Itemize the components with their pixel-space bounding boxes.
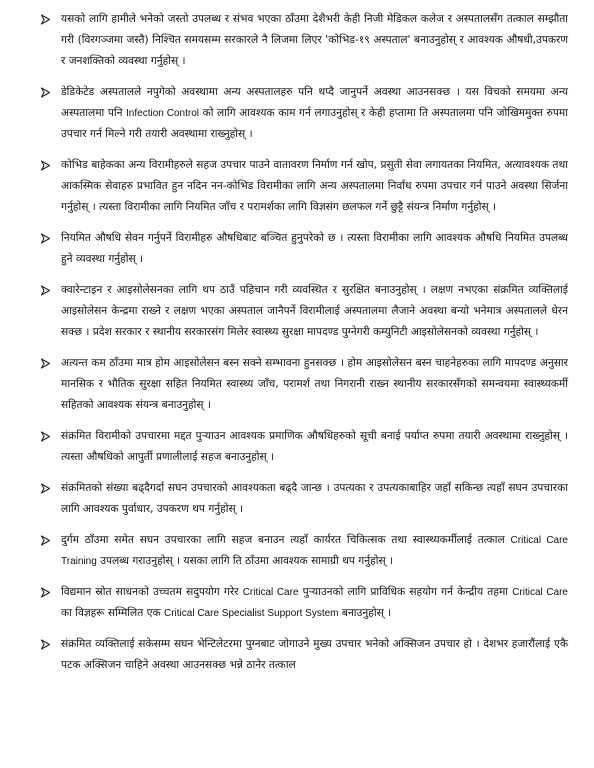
paragraph-text: का विज्ञहरू सम्मिलित एक: [61, 607, 164, 619]
paragraph-text: पुऱ्याउनको लागि प्राविधिक सहयोग गर्न केन्द्रीय तहमा: [298, 586, 513, 598]
arrow-bullet-icon: [40, 535, 52, 547]
paragraph-text: यसको लागि हामीले भनेको जस्तो उपलब्ध र संभव भएका ठाँउमा देशैभरी केही निजी मेडिकल कलेज र अस्पतालसँग तत्काल सम्झौता गरी (विरगञ्जमा जस्तै) निश्चित समयसम्म सरकारले नै लिजमा लिएर 'कोभिड-१९ अस्पताल' बनाउनुहोस् र आवश्यक औषधी,उपकरण र जनशक्तिको व्यवस्था गर्नुहोस् ।: [61, 13, 568, 67]
english-term: Critical Care Specialist Support System: [164, 608, 339, 619]
arrow-bullet-icon: [40, 14, 52, 26]
paragraph-text: संक्रमित विरामीको उपचारमा मद्दत पुर्‍याउन आवश्यक प्रमाणिक औषधिहरुको सूची बनाई पर्याप्त रुपमा तयारी अवस्थामा राख्नुहोस् । त्यस्ता औषधिको आपुर्ती प्रणालीलाई सहज बनाउनुहोस् ।: [61, 430, 568, 463]
paragraph-text: डेडिकेटेड अस्पतालले नपुगेको अवस्थामा अन्य अस्पतालहरु पनि थप्दै जानुपर्ने अवस्था आउनसक्छ । यस विचको समयमा अन्य अस्पतालमा पनि: [61, 86, 568, 119]
list-item: [40, 280, 568, 343]
paragraph-text: बनाउनुहोस् ।: [338, 607, 392, 619]
paragraph-text: अत्यन्त कम ठाँउमा मात्र होम आइसोलेसन बस्न सक्ने सम्भावना हुनसक्छ । होम आइसोलेसन बस्न चाहनेहरुका लागि मापदण्ड अनुसार मानसिक र भौतिक सुरक्षा सहित नियमित स्वास्थ्य जाँच, परामर्श तथा निगरानी राख्न स्थानीय सरकारसँगको समन्वयमा स्वास्थ्यकर्मी सहितको आवश्यक संयन्त्र बनाउनुहोस् ।: [61, 357, 568, 411]
arrow-bullet-icon: [40, 639, 52, 651]
arrow-bullet-icon: [40, 431, 52, 443]
paragraph-text: दुर्गम ठाँउमा समेत सघन उपचारका लागि सहज बनाउन त्यहाँ कार्यरत चिकित्सक तथा स्वास्थ्यकर्मीलाई तत्काल: [61, 534, 511, 546]
paragraph-text: को लागि आवश्यक काम गर्न लगाउनुहोस् र केही हप्तामा ति अस्पतालमा पनि जोखिममुक्त रुपमा उपचार गर्न मिल्ने गरी तयारी अवस्थामा राख्नुहोस् ।: [61, 107, 568, 140]
arrow-bullet-icon: [40, 233, 52, 245]
paragraph-text: क्वारेन्टाइन र आइसोलेसनका लागि थप ठाउँ पहिचान गरी व्यवस्थित र सुरक्षित बनाउनुहोस् । लक्षण नभएका संक्रमित व्यक्तिलाई आइसोलेसन केन्द्रमा राख्ने र लक्षण भएका अस्पताल जानैपर्ने विरामीलाई अस्पतालमा लैजाने अवस्था बन्यो भनेमात्र अस्पतालले धेरन सक्छ । प्रदेश सरकार र स्थानीय सरकारसंग मिलेर स्वास्थ्य सुरक्षा मापदण्ड पुग्नेगरी कम्युनिटी आइसोलेसनको व्यवस्था गर्नुहोस् ।: [61, 284, 568, 338]
paragraph-text: उपलब्ध गराउनुहोस् । यसका लागि ति ठाँउमा आवश्यक सामाग्री थप गर्नुहोस् ।: [96, 555, 394, 567]
paragraph-text: कोभिड बाहेकका अन्य विरामीहरुले सहज उपचार पाउने वातावरण निर्माण गर्न खोप, प्रसुती सेवा लगायतका नियमित, अत्यावश्यक तथा आकस्मिक सेवाहरु प्रभावित हुन नदिन नन-कोभिड विरामीका लागि अन्य अस्पतालमा निर्वाध रुपमा उपचार गर्न पाउने अवस्था सिर्जना गर्नुहोस् । त्यस्ता विरामीका लागि नियमित जाँच र परामर्शका लागि विज्ञसंग छलफल गर्ने छुट्टै संयन्त्र निर्माण गर्नुहोस् ।: [61, 159, 568, 213]
list-item: [40, 155, 568, 218]
list-item: [40, 582, 568, 624]
arrow-bullet-icon: [40, 160, 52, 172]
english-term: Infection Control: [126, 108, 200, 119]
list-item: [40, 9, 568, 72]
arrow-bullet-icon: [40, 285, 52, 297]
list-item: [40, 530, 568, 572]
english-term: Critical Care Training: [61, 535, 568, 567]
list-item: [40, 82, 568, 145]
list-item: [40, 634, 568, 676]
english-term: Critical Care: [242, 587, 299, 598]
english-term: Critical Care: [512, 587, 568, 598]
bullet-list: [40, 9, 568, 676]
list-item: [40, 353, 568, 416]
arrow-bullet-icon: [40, 358, 52, 370]
arrow-bullet-icon: [40, 483, 52, 495]
list-item: [40, 478, 568, 520]
paragraph-text: संक्रमितको संख्या बढ्दैगर्दा सघन उपचारको आवश्यकता बढ्दै जान्छ । उपत्यका र उपत्यकाबाहिर जहाँ सकिन्छ त्यहाँ सघन उपचारका लागि आवश्यक पुर्वाधार, उपकरण थप गर्नुहोस् ।: [61, 482, 568, 515]
arrow-bullet-icon: [40, 587, 52, 599]
paragraph-text: संक्रमित व्यक्तिलाई सकेसम्म सघन भेन्टिलेटरमा पुग्नबाट जोगाउने मुख्य उपचार भनेको अक्सिजन उपचार हो । देशभर हजारौंलाई एकै पटक अक्सिजन चाहिने अवस्था आउनसक्छ भन्ने ठानेर तत्काल: [61, 638, 568, 671]
list-item: [40, 228, 568, 270]
paragraph-text: विद्यमान स्रोत साधनको उच्चतम सदुपयोग गरेर: [61, 586, 243, 598]
paragraph-text: नियमित औषधि सेवन गर्नुपर्ने विरामीहरु औषधिबाट बञ्चित हुनुपरेको छ । त्यस्ता विरामीका लागि आवश्यक औषधि नियमित उपलब्ध हुने व्यवस्था गर्नुहोस् ।: [61, 232, 568, 265]
arrow-bullet-icon: [40, 87, 52, 99]
list-item: [40, 426, 568, 468]
